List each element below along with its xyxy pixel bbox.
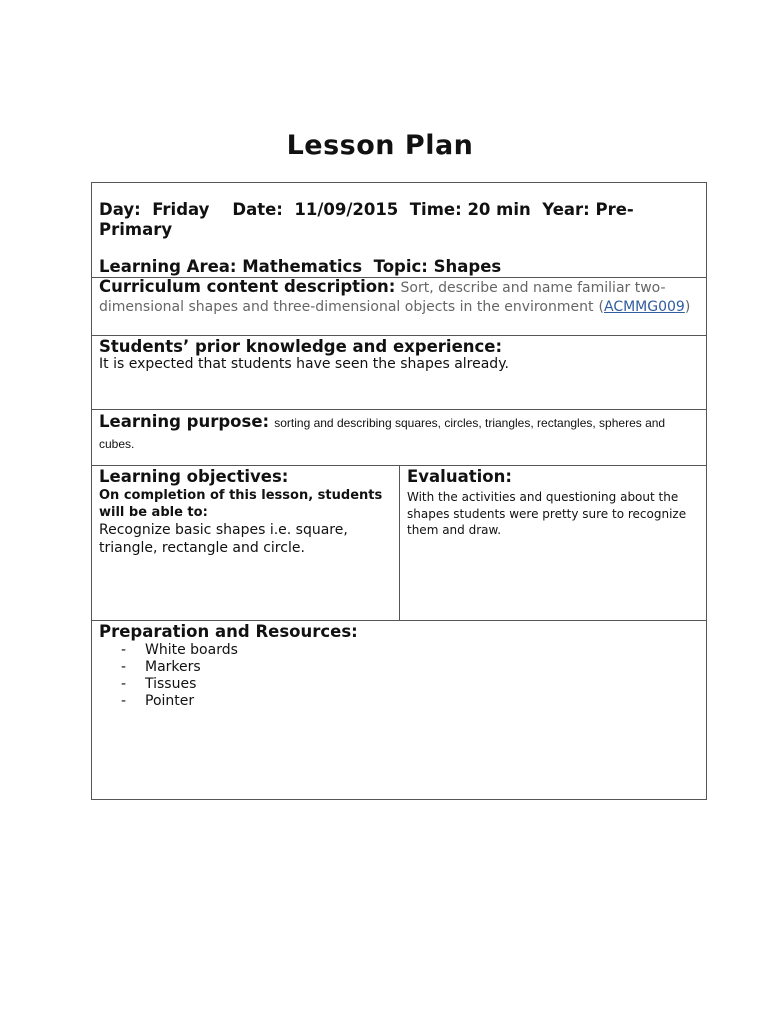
learning-area-label: Learning Area: — [99, 257, 237, 276]
lesson-plan-table — [91, 182, 707, 800]
day-value: Friday — [152, 200, 210, 219]
learning-purpose-cell — [92, 410, 706, 465]
objectives-intro: On completion of this lesson, students will be able to: — [99, 488, 383, 520]
curriculum-code-link[interactable]: ACMMG009 — [604, 299, 685, 315]
curriculum-cell — [92, 278, 706, 335]
resources-label: Preparation and Resources: — [99, 622, 358, 641]
curriculum-row — [92, 278, 706, 336]
curriculum-label: Curriculum content description: — [99, 277, 396, 296]
resource-item: - White boards — [121, 642, 238, 658]
objectives-cell — [92, 466, 400, 620]
document-title: Lesson Plan — [286, 130, 474, 161]
prior-knowledge-text: It is expected that students have seen the shapes already. — [99, 356, 509, 372]
header-cell — [92, 183, 706, 277]
resource-item-label: White boards — [145, 642, 238, 658]
evaluation-cell — [400, 466, 706, 620]
date-value: 11/09/2015 — [294, 200, 399, 219]
prior-knowledge-label: Students’ prior knowledge and experience: — [99, 337, 503, 356]
curriculum-close-paren: ) — [684, 299, 691, 315]
topic-label: Topic: — [373, 257, 428, 276]
year-label: Year: — [542, 200, 590, 219]
prior-knowledge-cell — [92, 336, 706, 409]
evaluation-text: With the activities and questioning about the shapes students were pretty sure to recognize them and draw. — [407, 490, 687, 537]
learning-purpose-row — [92, 410, 706, 466]
learning-purpose-label: Learning purpose: — [99, 412, 270, 431]
year-value: Pre-Primary — [99, 200, 634, 239]
resource-item: - Tissues — [121, 676, 197, 692]
evaluation-label: Evaluation: — [407, 467, 512, 486]
time-value: 20 min — [467, 200, 531, 219]
date-label: Date: — [232, 200, 283, 219]
prior-knowledge-row — [92, 336, 706, 410]
time-label: Time: — [409, 200, 462, 219]
header-row — [92, 183, 706, 278]
curriculum-paragraph — [99, 278, 699, 316]
resources-list — [99, 642, 699, 710]
resources-cell — [92, 621, 706, 799]
objectives-evaluation-row — [92, 466, 706, 621]
objectives-text: Recognize basic shapes i.e. square, triangle, rectangle and circle. — [99, 522, 348, 556]
area-topic — [99, 257, 699, 277]
resources-row — [92, 621, 706, 799]
curriculum-text: Sort, describe and name familiar two-dimensional shapes and three-dimensional objects in the environment — [99, 280, 666, 315]
resource-item: - Markers — [121, 659, 201, 675]
day-date-time-year — [99, 200, 699, 240]
resource-item: - Pointer — [121, 693, 195, 709]
resource-item-label: Markers — [145, 659, 201, 675]
resource-item-label: Pointer — [145, 693, 195, 709]
curriculum-open-paren: ( — [598, 299, 604, 315]
day-label: Day: — [99, 200, 141, 219]
learning-area-value: Mathematics — [242, 257, 363, 276]
learning-purpose-text: sorting and describing squares, circles, triangles, rectangles, spheres and cubes. — [99, 416, 666, 451]
resource-item-label: Tissues — [145, 676, 197, 692]
objectives-label: Learning objectives: — [99, 467, 289, 486]
topic-value: Shapes — [433, 257, 502, 276]
learning-purpose-paragraph — [99, 412, 699, 454]
